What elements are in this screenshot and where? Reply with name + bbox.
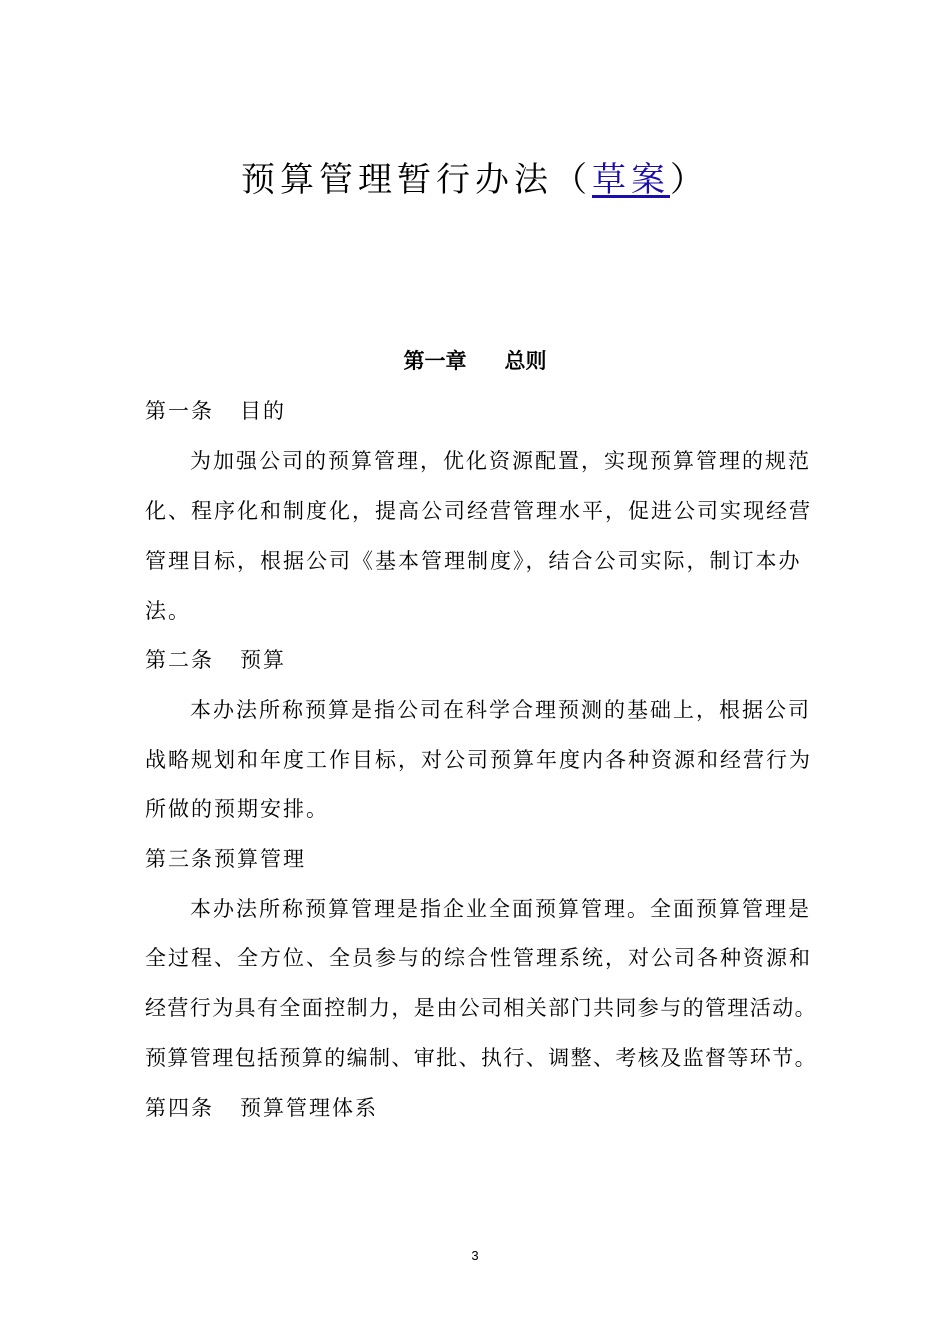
paragraph-line: 战略规划和年度工作目标，对公司预算年度内各种资源和经营行为 xyxy=(145,748,812,772)
paragraph-line: 全过程、全方位、全员参与的综合性管理系统，对公司各种资源和 xyxy=(145,946,812,970)
article-heading xyxy=(145,394,286,428)
article-heading xyxy=(145,842,306,876)
document-title xyxy=(0,155,950,205)
title-end-text: ） xyxy=(670,160,709,200)
paragraph-line: 经营行为具有全面控制力，是由公司相关部门共同参与的管理活动。 xyxy=(145,996,817,1020)
chapter-heading xyxy=(0,344,950,378)
paragraph-line: 化、程序化和制度化，提高公司经营管理水平，促进公司实现经营 xyxy=(145,499,812,523)
article-heading xyxy=(145,1091,378,1125)
article-title: 目的 xyxy=(240,399,286,423)
article-title: 预算 xyxy=(240,648,286,672)
page-number: 3 xyxy=(471,1248,479,1263)
article-number: 第一条 xyxy=(145,399,214,423)
title-main-text: 预算管理暂行办法（ xyxy=(241,160,592,200)
chapter-label: 第一章 xyxy=(403,349,467,373)
paragraph-line: 本办法所称预算管理是指企业全面预算管理。全面预算管理是 xyxy=(190,897,811,921)
draft-link[interactable]: 草案 xyxy=(592,160,670,200)
paragraph-line: 为加强公司的预算管理，优化资源配置，实现预算管理的规范 xyxy=(190,449,811,473)
article-title: 预算管理体系 xyxy=(240,1096,378,1120)
article-number: 第三条 xyxy=(145,847,214,871)
paragraph-line: 本办法所称预算是指公司在科学合理预测的基础上，根据公司 xyxy=(190,698,811,722)
paragraph-line: 管理目标，根据公司《基本管理制度》，结合公司实际，制订本办 xyxy=(145,549,802,573)
paragraph-line: 预算管理包括预算的编制、审批、执行、调整、考核及监督等环节。 xyxy=(145,1046,817,1070)
article-heading xyxy=(145,643,286,677)
chapter-title: 总则 xyxy=(504,349,547,373)
article-number: 第二条 xyxy=(145,648,214,672)
article-number: 第四条 xyxy=(145,1096,214,1120)
paragraph-line: 法。 xyxy=(145,599,191,623)
paragraph-line: 所做的预期安排。 xyxy=(145,797,329,821)
article-title: 预算管理 xyxy=(214,847,306,871)
